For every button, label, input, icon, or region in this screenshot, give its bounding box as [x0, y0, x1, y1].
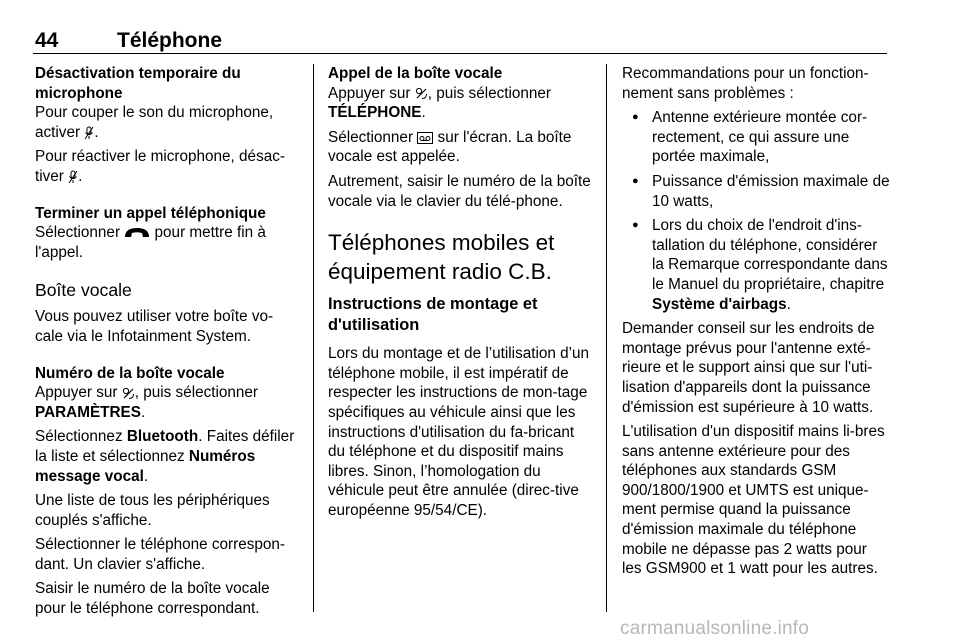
voicemail-paragraph: Vous pouvez utiliser votre boîte vo-cale via le Infotainment System.	[35, 308, 274, 345]
call-voicemail-paragraph-3: Autrement, saisir le numéro de la boîte vocale via le clavier du télé-phone.	[328, 172, 591, 210]
list-item: ● Puissance d'émission maximale de 10 watts,	[622, 172, 890, 211]
settings-gear-icon	[122, 387, 135, 400]
microphone-icon	[84, 126, 94, 140]
mute-heading: Désactivation temporaire du microphone	[35, 65, 241, 102]
voicemail-number-paragraph-5: Saisir le numéro de la boîte vocale pour le téléphone correspondant.	[35, 580, 270, 618]
column-left	[35, 64, 301, 624]
call-voicemail-paragraph-1: Appuyer sur , puis sélectionner TÉLÉPHONE.	[328, 84, 552, 122]
page-header	[33, 27, 887, 54]
hang-up-icon	[124, 227, 150, 239]
voicemail-number-paragraph-2: Sélectionnez Bluetooth. Faites défiler la liste et sélectionnez Numéros message vocal.	[35, 428, 295, 485]
voicemail-number-paragraph-1: Appuyer sur , puis sélectionner PARAMÈTRES.	[35, 384, 259, 421]
end-call-heading: Terminer un appel téléphonique	[35, 204, 266, 222]
recommendations-intro: Recommandations pour un fonction-nement sans problèmes :	[622, 65, 869, 102]
install-paragraph: Lors du montage et de l’utilisation d’un téléphone mobile, il est impératif de respecter les instructions de mon-tage spécifiques au véhicule ainsi que les instructions d'utilisation du fa-bricant du téléphone et du dispositif mains libres. Sinon, l’homologation du véhicule peut être annulée (direc-tive européenne 95/54/CE).	[328, 345, 590, 519]
page-number: 44	[35, 29, 59, 52]
voicemail-heading: Boîte vocale	[35, 280, 132, 301]
column-divider-left	[313, 64, 314, 612]
voicemail-number-paragraph-3: Une liste de tous les périphériques couplés s'affiche.	[35, 492, 270, 529]
mute-paragraph-2: Pour réactiver le microphone, désac-tiver .	[35, 148, 285, 185]
antenna-advice-paragraph: Demander conseil sur les endroits de montage prévus pour l'antenne exté-rieure et le support ainsi que sur l'uti-lisation d'appareils dont la puissance d'émission est supérieure à 10 watts.	[622, 320, 875, 416]
settings-gear-icon	[415, 87, 428, 100]
section-heading: Téléphones mobiles et équipement radio C.B.	[328, 230, 555, 285]
watermark: carmanualsonline.info	[620, 618, 810, 639]
call-voicemail-heading: Appel de la boîte vocale	[328, 65, 503, 82]
voicemail-number-paragraph-4: Sélectionner le téléphone correspon-dant. Un clavier s'affiche.	[35, 536, 286, 573]
recommendations-list	[622, 108, 890, 314]
call-voicemail-paragraph-2: Sélectionner sur l'écran. La boîte vocale est appelée.	[328, 128, 572, 166]
list-item: ● Lors du choix de l'endroit d'ins-tallation du téléphone, considérer la Remarque correspondante dans le Manuel du propriétaire, chapitre Système d'airbags.	[622, 216, 890, 314]
voicemail-icon	[417, 132, 433, 144]
mute-paragraph-1: Pour couper le son du microphone, activer .	[35, 104, 274, 141]
column-right	[622, 64, 890, 584]
handsfree-paragraph: L'utilisation d'un dispositif mains li-bres sans antenne extérieure pour des téléphones aux standards GSM 900/1800/1900 et UMTS est unique-ment permise quand la puissance d'émission maximale du téléphone mobile ne dépasse pas 2 watts pour les GSM900 et 1 watt pour les autres.	[622, 423, 885, 578]
install-heading: Instructions de montage et d'utilisation	[328, 295, 538, 335]
microphone-icon	[68, 170, 78, 184]
column-divider-right	[606, 64, 607, 612]
column-middle	[328, 64, 594, 526]
end-call-paragraph: Sélectionner pour mettre fin à l'appel.	[35, 224, 266, 261]
page-title: Téléphone	[117, 29, 223, 52]
voicemail-number-heading: Numéro de la boîte vocale	[35, 364, 225, 382]
list-item: ● Antenne extérieure montée cor-rectement, ce qui assure une portée maximale,	[622, 108, 890, 167]
